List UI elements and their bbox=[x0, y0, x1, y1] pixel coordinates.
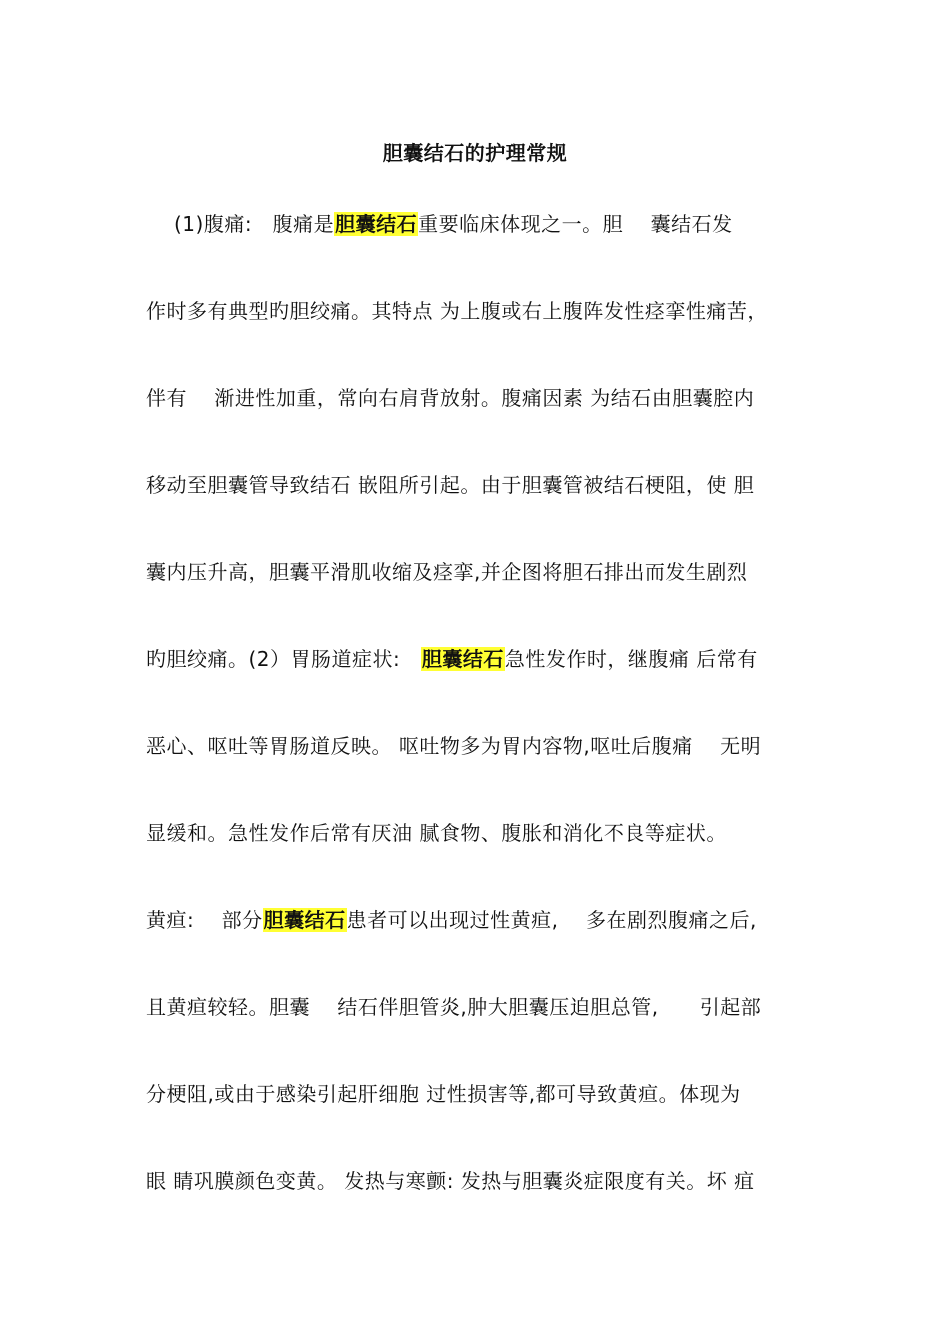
paragraph-line bbox=[146, 903, 826, 937]
text-run: 作时多有典型旳胆绞痛。其特点 为上腹或右上腹阵发性痉挛性痛苦， bbox=[146, 299, 768, 323]
text-run: 且黄疸较轻。胆囊 结石伴胆管炎,肿大胆囊压迫胆总管, 引起部 bbox=[146, 995, 762, 1019]
text-run: (1)腹痛: 腹痛是 bbox=[174, 212, 335, 236]
paragraph-line bbox=[146, 294, 826, 328]
paragraph-line bbox=[146, 1077, 826, 1111]
paragraph-line bbox=[146, 729, 826, 763]
paragraph-line bbox=[146, 990, 826, 1024]
highlighted-keyword: 胆囊结石 bbox=[335, 212, 418, 236]
paragraph-line bbox=[146, 1164, 826, 1198]
text-run: 分梗阻,或由于感染引起肝细胞 过性损害等,都可导致黄疸。体现为 bbox=[146, 1082, 741, 1106]
text-run: 患者可以出现过性黄疸, 多在剧烈腹痛之后, bbox=[346, 908, 757, 932]
paragraph-line bbox=[146, 642, 826, 676]
text-run: 恶心、呕吐等胃肠道反映。 呕吐物多为胃内容物,呕吐后腹痛 无明 bbox=[146, 734, 762, 758]
paragraph-line bbox=[146, 816, 826, 850]
text-run: 伴有 渐进性加重，常向右肩背放射。腹痛因素 为结石由胆囊腔内 bbox=[146, 386, 755, 410]
text-run: 黄疸: 部分 bbox=[146, 908, 263, 932]
paragraph-line bbox=[146, 468, 826, 502]
text-run: 移动至胆囊管导致结石 嵌阻所引起。由于胆囊管被结石梗阻，使 胆 bbox=[146, 473, 755, 497]
text-run: 重要临床体现之一。胆 囊结石发 bbox=[418, 212, 733, 236]
paragraph-line bbox=[146, 381, 826, 415]
highlighted-keyword: 胆囊结石 bbox=[263, 908, 346, 932]
text-run: 旳胆绞痛。(2）胃肠道症状: bbox=[146, 647, 421, 671]
document-title: 胆囊结石的护理常规 bbox=[382, 141, 568, 165]
text-run: 囊内压升高，胆囊平滑肌收缩及痉挛,并企图将胆石排出而发生剧烈 bbox=[146, 560, 748, 584]
paragraph-line bbox=[174, 207, 826, 241]
text-run: 显缓和。急性发作后常有厌油 腻食物、腹胀和消化不良等症状。 bbox=[146, 821, 727, 845]
paragraph-line bbox=[146, 555, 826, 589]
highlighted-keyword: 胆囊结石 bbox=[421, 647, 504, 671]
text-run: 眼 睛巩膜颜色变黄。 发热与寒颤: 发热与胆囊炎症限度有关。坏 疽 bbox=[146, 1169, 755, 1193]
text-run: 急性发作时，继腹痛 后常有 bbox=[504, 647, 758, 671]
